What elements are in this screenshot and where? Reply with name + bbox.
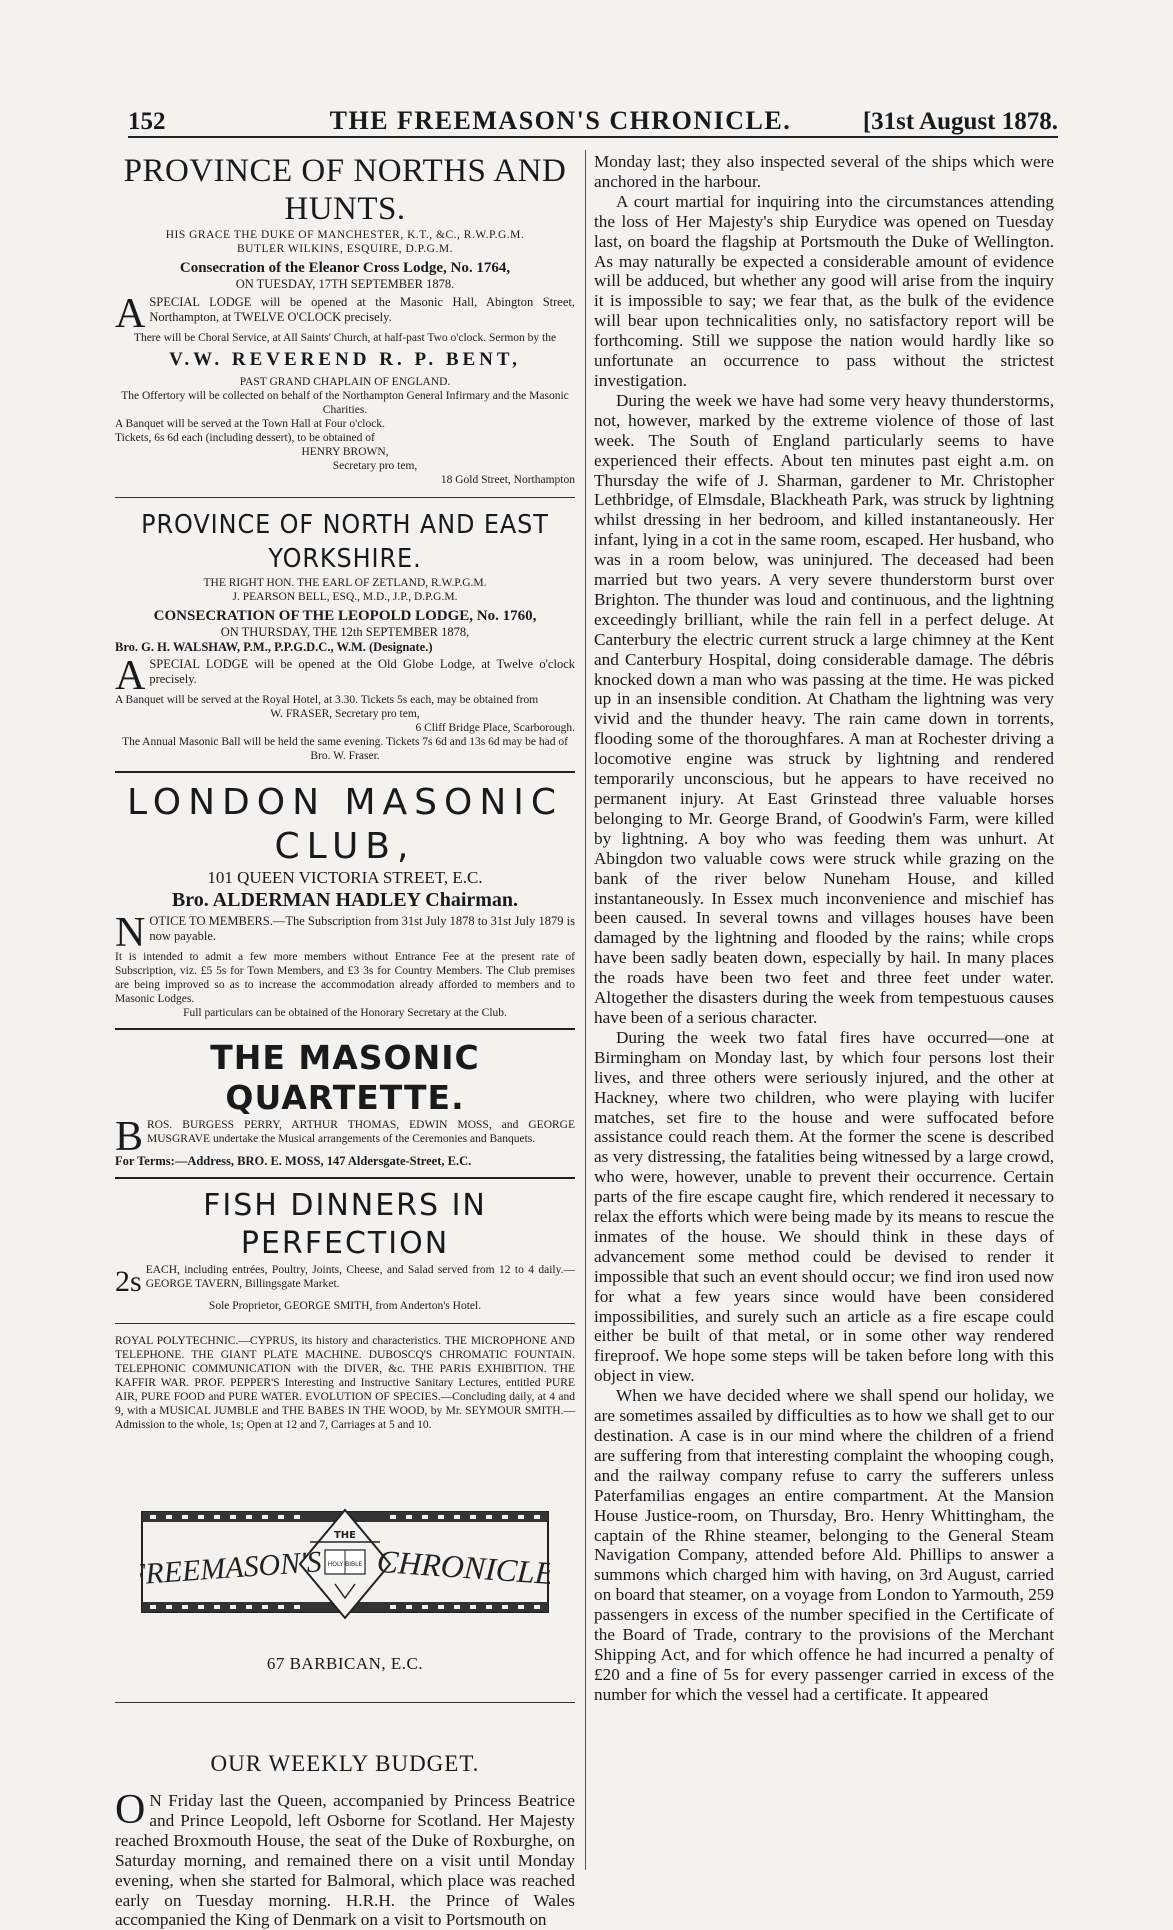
norths-secretary: HENRY BROWN, xyxy=(301,446,389,458)
logo-left-word: FREEMASON'S xyxy=(140,1545,323,1592)
fish-body: EACH, including entrées, Poultry, Joints, Cheese, and Salad served from 12 to 4 daily.—GEORGE TAVERN, Billingsgate Market. xyxy=(145,1264,575,1290)
quartette-body: ROS. BURGESS PERRY, ARTHUR THOMAS, EDWIN MOSS, and GEORGE MUSGRAVE undertake the Musical arrangements of the Ceremonies and Banquets. xyxy=(147,1119,575,1145)
fish-text xyxy=(115,1263,575,1298)
issue-date: [31st August 1878. xyxy=(862,108,1058,135)
divider xyxy=(115,771,575,773)
club-notice xyxy=(115,910,575,956)
fish-proprietor: Sole Proprietor, GEORGE SMITH, from Anderton's Hotel. xyxy=(208,1300,482,1312)
norths-drop-cap: A xyxy=(115,291,146,337)
polytechnic-text: ROYAL POLYTECHNIC.—CYPRUS, its history and characteristics. THE MICROPHONE AND TELEPHONE. THE GIANT PLATE MACHINE. DUBOSCQ'S CHROMATIC FOUNTAIN. TELEPHONIC COMMUNICATION with the DIVER, &c. THE PARIS EXHIBITION. THE KAFFIR WAR. PROF. PEPPER'S Interesting and Instructive Sanitary Lectures, entitled PURE AIR, PURE FOOD and PURE WATER. EVOLUTION OF SPECIES.—Concluding daily, at 4 and 9, with a MUSICAL JUMBLE and THE BABES IN THE WOOD, by Mr. SEYMOUR SMITH.—Admission to the whole, 1s; Open at 12 and 7, Carriages at 5 and 10. xyxy=(115,1335,575,1431)
logo-bible: HOLY BIBLE xyxy=(327,1561,363,1568)
yorkshire-consecration: CONSECRATION OF THE LEOPOLD LODGE, No. 1760, xyxy=(153,608,537,624)
article-para5: When we have decided where we shall spend our holiday, we are sometimes assailed by difficulties as to how we shall get to our destination. A case is in our mind where the children of a friend are suffering from that interesting complaint the whooping cough, and the railway company refuse to carry the sufferers unless Paterfamilias engages an entire compartment. At the Mansion House Justice-room, on Thursday, Bro. Henry Whittingham, the captain of the Rhine steamer, belonging to the General Steam Navigation Company, attended before Ald. Phillips to answer a summons which charged him with having, on 3rd August, carried on board that steamer, on a voyage from London to Yarmouth, 259 passengers in excess of the number specified in the Certificate of the Board of Trade, contrary to the provisions of the Merchant Shipping Act, and for which offence he had incurred a penalty of £20 and a fine of 5s for every passenger carried in excess of the number for which the vessel had a certificate. It appeared xyxy=(594,1386,1054,1704)
club-heading: LONDON MASONIC CLUB, xyxy=(126,782,564,867)
norths-line1: HIS GRACE THE DUKE OF MANCHESTER, K.T., &C., R.W.P.G.M. xyxy=(165,229,525,241)
left-column xyxy=(115,152,575,1930)
logo-banner-graphic xyxy=(140,1502,550,1622)
norths-service: There will be Choral Service, at All Saints' Church, at half-past Two o'clock. Sermon by the xyxy=(133,332,557,344)
yorkshire-notice xyxy=(115,508,575,763)
fish-dinners-ad xyxy=(115,1187,575,1313)
yorkshire-date: ON THURSDAY, THE 12th SEPTEMBER 1878, xyxy=(220,625,470,639)
divider xyxy=(115,1177,575,1179)
quartette-heading: THE MASONIC QUARTETTE. xyxy=(210,1038,480,1117)
newspaper-title: THE FREEMASON'S CHRONICLE. xyxy=(329,106,792,135)
quartette-drop-cap: B xyxy=(115,1114,144,1160)
fish-heading: FISH DINNERS IN PERFECTION xyxy=(203,1188,487,1261)
yorkshire-sec-addr: 6 Cliff Bridge Place, Scarborough. xyxy=(415,722,575,734)
club-chairman: Bro. ALDERMAN HADLEY Chairman. xyxy=(171,889,519,911)
office-address: 67 BARBICAN, E.C. xyxy=(266,1654,424,1673)
yorkshire-ball: The Annual Masonic Ball will be held the same evening. Tickets 7s 6d and 13s 6d may be had of Bro. W. Fraser. xyxy=(122,736,568,762)
right-column xyxy=(594,152,1054,1705)
divider xyxy=(115,1028,575,1030)
norths-special xyxy=(115,291,575,337)
weekly-budget xyxy=(115,1751,575,1930)
club-intended: It is intended to admit a few more members without Entrance Fee at the present rate of Subscription, viz. £5 5s for Town Members, and £3 3s for Country Members. The Club premises are being improved so as to increase the accommodation already afforded to members and to Masonic Lodges. xyxy=(115,951,575,1005)
club-particulars: Full particulars can be obtained of the Honorary Secretary at the Club. xyxy=(183,1007,507,1019)
divider xyxy=(115,497,575,498)
yorkshire-banquet: A Banquet will be served at the Royal Hotel, at 3.30. Tickets 5s each, may be obtained from xyxy=(115,694,539,706)
masonic-club-ad xyxy=(115,781,575,1020)
budget-drop-cap: O xyxy=(115,1787,146,1833)
budget-heading: OUR WEEKLY BUDGET. xyxy=(210,1751,480,1776)
norths-tickets: Tickets, 6s 6d each (including dessert), to be obtained of xyxy=(115,432,375,444)
column-divider xyxy=(585,150,586,1870)
article-para1: Monday last; they also inspected several of the ships which were anchored in the harbour. xyxy=(594,152,1054,191)
club-drop-cap: N xyxy=(115,910,146,956)
quartette-terms: For Terms:—Address, BRO. E. MOSS, 147 Aldersgate-Street, E.C. xyxy=(115,1154,472,1168)
norths-sec-title: Secretary pro tem, xyxy=(332,460,418,472)
yorkshire-line2: J. PEARSON BELL, ESQ., M.D., J.P., D.P.G.M. xyxy=(232,591,458,603)
article-para4: During the week two fatal fires have occurred—one at Birmingham on Monday last, by which four persons lost their lives, and three others were seriously injured, and the other at Hackney, where two children, who were playing with lucifer matches, set fire to the house and were suffocated before assistance could reach them. At the former the scene is described as very distressing, the fatalities being witnessed by a large crowd, who were, however, unable to prevent their occurrence. Certain parts of the fire escape caught fire, which rendered it necessary to relax the efforts which were being made by its means to rescue the inmates of the house. We should think in these days of advancement some method could be devised to render it impossible that such an event should occur; we find iron used now for what a few years since would have been considered impossibilities, and surely such an article as a fire escape could either be built of that metal, or in some other way rendered fireproof. We hope some steps will be taken before long with this object in view. xyxy=(594,1027,1054,1386)
yorkshire-drop-cap: A xyxy=(115,653,146,699)
norths-hunts-notice xyxy=(115,152,575,487)
budget-para1 xyxy=(115,1787,575,1930)
norths-date: ON TUESDAY, 17TH SEPTEMBER 1878. xyxy=(235,277,455,291)
norths-banquet: A Banquet will be served at the Town Hall at Four o'clock. xyxy=(115,418,385,430)
logo-the: THE xyxy=(333,1530,357,1541)
budget-para1-text: N Friday last the Queen, accompanied by Princess Beatrice and Prince Leopold, left Osborne for Scotland. Her Majesty reached Broxmouth House, the seat of the Duke of Roxburghe, on Saturday morning, and remained there on a visit until Monday evening, when she started for Balmoral, which place was reached early on Tuesday morning. H.R.H. the Prince of Wales accompanied the King of Denmark on a visit to Portsmouth on xyxy=(115,1791,575,1930)
page-header xyxy=(128,100,1058,138)
quartette-text xyxy=(115,1114,575,1160)
norths-sec-addr: 18 Gold Street, Northampton xyxy=(440,474,575,486)
norths-offertory: The Offertory will be collected on behalf of the Northampton General Infirmary and the Masonic Charities. xyxy=(121,390,569,416)
yorkshire-secretary: W. FRASER, Secretary pro tem, xyxy=(270,708,420,720)
norths-line2: BUTLER WILKINS, ESQUIRE, D.P.G.M. xyxy=(237,243,453,255)
norths-preacher: V.W. REVEREND R. P. BENT, xyxy=(169,349,521,370)
norths-consecration: Consecration of the Eleanor Cross Lodge, No. 1764, xyxy=(179,260,511,276)
yorkshire-special-text: SPECIAL LODGE will be opened at the Old Globe Lodge, at Twelve o'clock precisely. xyxy=(149,657,575,686)
club-address: 101 QUEEN VICTORIA STREET, E.C. xyxy=(207,868,483,887)
polytechnic-ad xyxy=(115,1334,575,1432)
yorkshire-line1: THE RIGHT HON. THE EARL OF ZETLAND, R.W.P.G.M. xyxy=(203,577,487,589)
yorkshire-special xyxy=(115,653,575,699)
logo-right-word: CHRONICLE xyxy=(375,1542,550,1592)
page-number: 152 xyxy=(128,108,166,135)
divider xyxy=(115,1323,575,1324)
yorkshire-designate: Bro. G. H. WALSHAW, P.M., P.P.G.D.C., W.M. (Designate.) xyxy=(115,640,433,654)
article-para3: During the week we have had some very heavy thunderstorms, not, however, marked by the extreme violence of those of last week. The South of England particularly seems to have experienced their effects. About ten minutes past eight a.m. on Thursday the wife of J. Sharman, gardener to Mr. Christopher Lethbridge, of Elmsdale, Blackheath Park, was struck by lightning whilst dressing in her bedroom, and killed instantaneously. Her infant, lying in a cot in the same room, escaped. Her husband, who was in a room below, was uninjured. The deceased had been married but two years. A very severe thunderstorm burst over Brighton. The thunder was loud and continuous, and the lightning exceedingly brilliant, while the rain fell in a perfect deluge. At Canterbury the electric current struck a large chimney at the Kent and Canterbury Hospital, doing considerable damage. The débris knocked down a man who was passing at the time. He was picked up in an insensible condition. At Chatham the lightning was very vivid and the thunder heavy. The rain came down in torrents, flooding some of the thoroughfares. A man at Rochester driving a locomotive engine was struck by lightning and rendered temporarily unconscious, but he appears to have received no permanent injury. At East Grinstead three valuable horses belonging to Mr. George Brand, of Goodwin's Farm, were killed by lightning. A boy who was feeding them was unhurt. At Abingdon two valuable cows were struck while grazing on the bank of the river below Nuneham House, and killed instantaneously. In Essex much inconvenience and mischief has been caused. In several towns and villages houses have been damaged by the lightning and flooded by the rains; while crops have been sadly beaten down, especially by hail. In many places the roads have been two feet and three feet under water. Altogether the disasters during the week from tempestuous causes have been of a serious character. xyxy=(594,390,1054,1027)
chronicle-logo xyxy=(140,1502,550,1622)
norths-chaplain: PAST GRAND CHAPLAIN OF ENGLAND. xyxy=(239,376,451,388)
divider xyxy=(115,1702,575,1703)
quartette-ad xyxy=(115,1038,575,1169)
fish-drop-cap: 2s xyxy=(115,1265,142,1298)
club-notice-text: OTICE TO MEMBERS.—The Subscription from 31st July 1878 to 31st July 1879 is now payable. xyxy=(149,914,575,943)
norths-special-text: SPECIAL LODGE will be opened at the Masonic Hall, Abington Street, Northampton, at TWELVE O'CLOCK precisely. xyxy=(149,295,575,324)
article-para2: A court martial for inquiring into the circumstances attending the loss of Her Majesty's ship Eurydice was opened on Tuesday last, on board the flagship at Portsmouth the Duke of Wellington. As may naturally be expected a considerable amount of evidence will be adduced, but whether any good will arise from the inquiry it is impossible to say; we fear that, as the bulk of the evidence will bear upon technicalities only, no satisfactory report will be forthcoming. Still we suppose the nation would hardly like so unfortunate an occurrence to pass without the strictest investigation. xyxy=(594,191,1054,390)
norths-heading: PROVINCE OF NORTHS AND HUNTS. xyxy=(123,153,567,227)
yorkshire-heading: PROVINCE OF NORTH AND EAST YORKSHIRE. xyxy=(141,510,549,574)
